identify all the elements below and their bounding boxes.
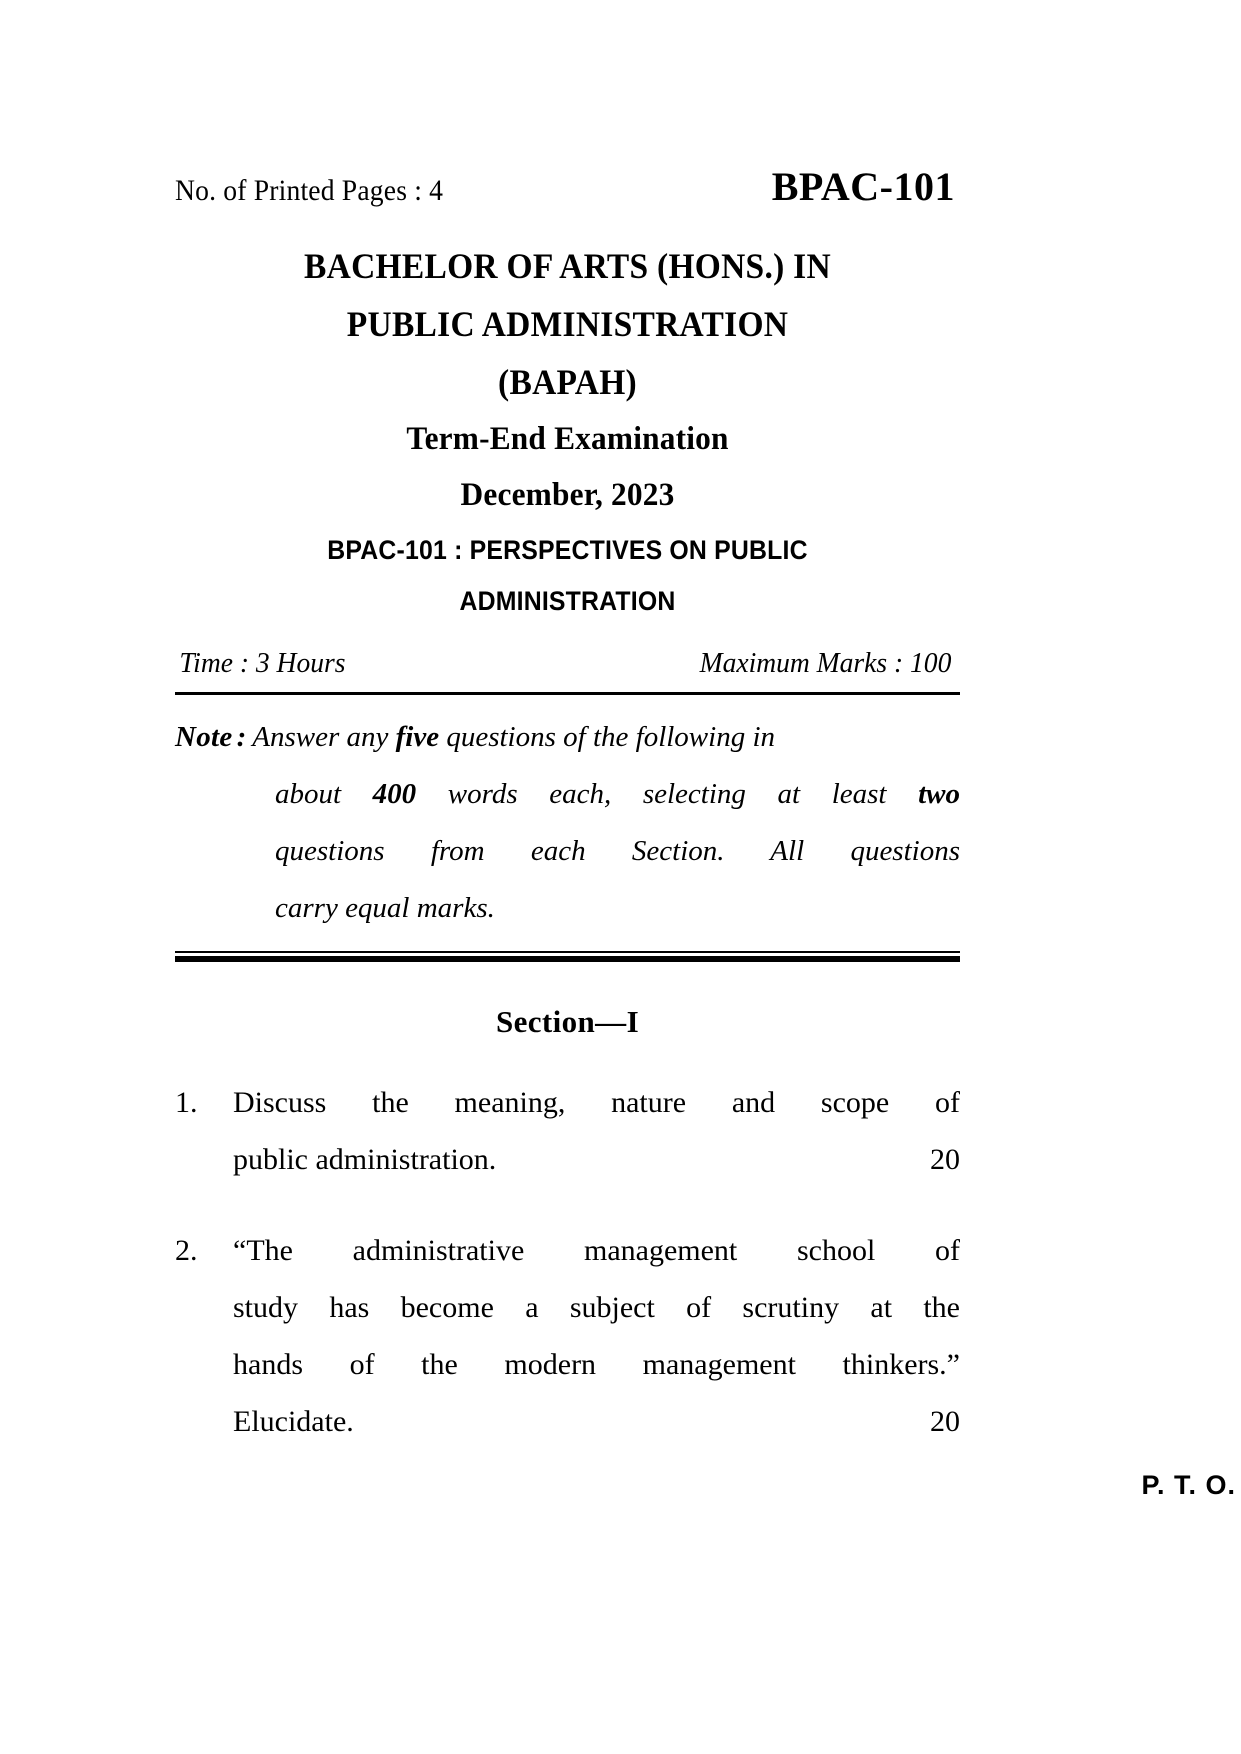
note-line-1 [252, 721, 775, 753]
page-content [175, 0, 960, 1450]
exam-date-line: December, 2023 [460, 477, 675, 513]
note-line-3: questions from each Section. All questions [275, 835, 960, 867]
title-block [175, 237, 960, 625]
note-first-line [175, 709, 960, 766]
note-block [175, 709, 960, 937]
course-code: BPAC-101 [771, 164, 955, 209]
printed-pages-label: No. of Printed Pages : 4 [175, 174, 444, 207]
question-line-text: public administration. [233, 1143, 497, 1176]
question-line [233, 1131, 960, 1188]
question-marks: 20 [930, 1405, 960, 1438]
exam-type-line: Term-End Examination [406, 421, 729, 457]
page-header [175, 163, 960, 211]
note-emphasis-400: 400 [372, 778, 417, 810]
question-line-text: Elucidate. [233, 1405, 354, 1438]
note-continuation [275, 766, 960, 937]
note-line-4: carry equal marks. [275, 892, 495, 924]
question-item [175, 1222, 960, 1450]
question-number: 2. [175, 1234, 198, 1267]
exam-meta-row [175, 647, 960, 680]
note-line-1-part-a: Answer any [252, 721, 396, 753]
note-colon: : [236, 721, 247, 753]
subject-title-line-2: ADMINISTRATION [459, 586, 676, 616]
note-line-1-part-c: questions of the following in [439, 721, 776, 753]
note-line-2 [275, 766, 960, 823]
program-title-line-3: (BAPAH) [498, 362, 637, 402]
question-line [233, 1393, 960, 1450]
question-body [233, 1074, 960, 1188]
question-line: study has become a subject of scrutiny at the [233, 1291, 960, 1324]
program-title-line-1: BACHELOR OF ARTS (HONS.) IN [304, 246, 831, 286]
divider-above-note [175, 692, 960, 695]
note-emphasis-five: five [395, 721, 440, 753]
maximum-marks: Maximum Marks : 100 [699, 647, 952, 679]
time-allowed: Time : 3 Hours [179, 647, 346, 679]
question-line: Discuss the meaning, nature and scope of [233, 1086, 960, 1119]
question-item [175, 1074, 960, 1188]
question-line: hands of the modern management thinkers.” [233, 1348, 960, 1381]
subject-title-line-1: BPAC-101 : PERSPECTIVES ON PUBLIC [327, 535, 808, 565]
program-title-line-2: PUBLIC ADMINISTRATION [346, 304, 789, 344]
note-emphasis-two: two [918, 778, 960, 810]
note-label: Note [175, 721, 233, 753]
question-marks: 20 [930, 1143, 960, 1176]
note-line-2-part-a: about [275, 778, 373, 810]
section-heading: Section—I [495, 1004, 640, 1039]
page-turn-over-label: P. T. O. [1141, 1470, 1236, 1500]
question-line: “The administrative management school of [233, 1234, 960, 1267]
question-number: 1. [175, 1086, 198, 1119]
note-line-2-part-c: words each, selecting at least [416, 778, 919, 810]
question-body [233, 1222, 960, 1450]
divider-below-note [175, 951, 960, 962]
